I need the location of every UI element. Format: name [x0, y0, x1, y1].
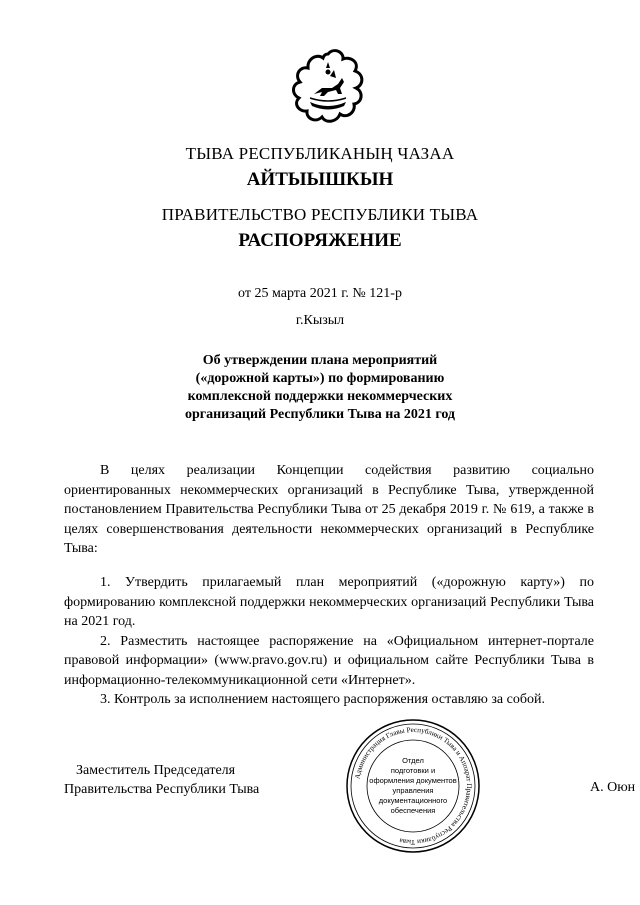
preamble [64, 461, 594, 559]
preamble-text: В целях реализации Концепции содействия развитию социально ориентированных некоммерческих организаций в Республике Тыва, утвержденной постановлением Правительства Республики Тыва от 25 декабря 2019 г. № 619, а также в целях совершенствования деятельности некоммерческих организаций в Республике Тыва: [64, 463, 594, 556]
stamp-inner-line: документационного [378, 796, 448, 805]
document-date-number: от 25 марта 2021 г. № 121-р [238, 286, 402, 301]
signatory-name: А. Оюн [590, 780, 636, 795]
position-line: Заместитель Председателя [76, 763, 236, 778]
header-tyva-government: ТЫВА РЕСПУБЛИКАНЫҢ ЧАЗАА [185, 144, 455, 163]
header-tyva-doc-type: АЙТЫЫШКЫН [246, 169, 394, 190]
header-russian-doc-type: РАСПОРЯЖЕНИЕ [238, 230, 402, 251]
stamp-inner-line: оформления документов [369, 776, 457, 785]
official-stamp [345, 718, 481, 854]
stamp-inner-line: управления [392, 786, 434, 795]
document-city: г.Кызыл [295, 313, 345, 328]
resolution-item: 1. Утвердить прилагаемый план мероприятий («дорожную карту») по формированию комплексной поддержки некоммерческих организаций Республики Тыва на 2021 год. [64, 575, 594, 629]
resolution-item: 2. Разместить настоящее распоряжение на «Официальном интернет-портале правовой информации» (www.pravo.gov.ru) и официальном сайте Республики Тыва в информационно-телекоммуникационной сети «Интернет». [64, 633, 594, 688]
header-russian-government: ПРАВИТЕЛЬСТВО РЕСПУБЛИКИ ТЫВА [161, 205, 479, 224]
stamp-inner-line: подготовки и [390, 766, 436, 775]
resolution-item: 3. Контроль за исполнением настоящего распоряжения оставляю за собой. [100, 692, 545, 707]
title-line: комплексной поддержки некоммерческих [187, 389, 453, 404]
stamp-inner-line: Отдел [402, 756, 424, 765]
document-title [0, 352, 640, 424]
resolution-items [64, 573, 594, 710]
title-line: организаций Республики Тыва на 2021 год [184, 407, 456, 422]
title-line: Об утверждении плана мероприятий [202, 353, 438, 368]
position-line: Правительства Республики Тыва [64, 782, 260, 797]
tuva-coat-of-arms-icon [288, 48, 368, 128]
signatory-position [64, 761, 259, 799]
title-line: («дорожной карты») по формированию [195, 371, 445, 386]
stamp-inner-line: обеспечения [390, 806, 436, 815]
stamp-ring-text: Администрация Главы Республики Тыва и Аппарат Правительства Республики Тыва [353, 725, 474, 847]
